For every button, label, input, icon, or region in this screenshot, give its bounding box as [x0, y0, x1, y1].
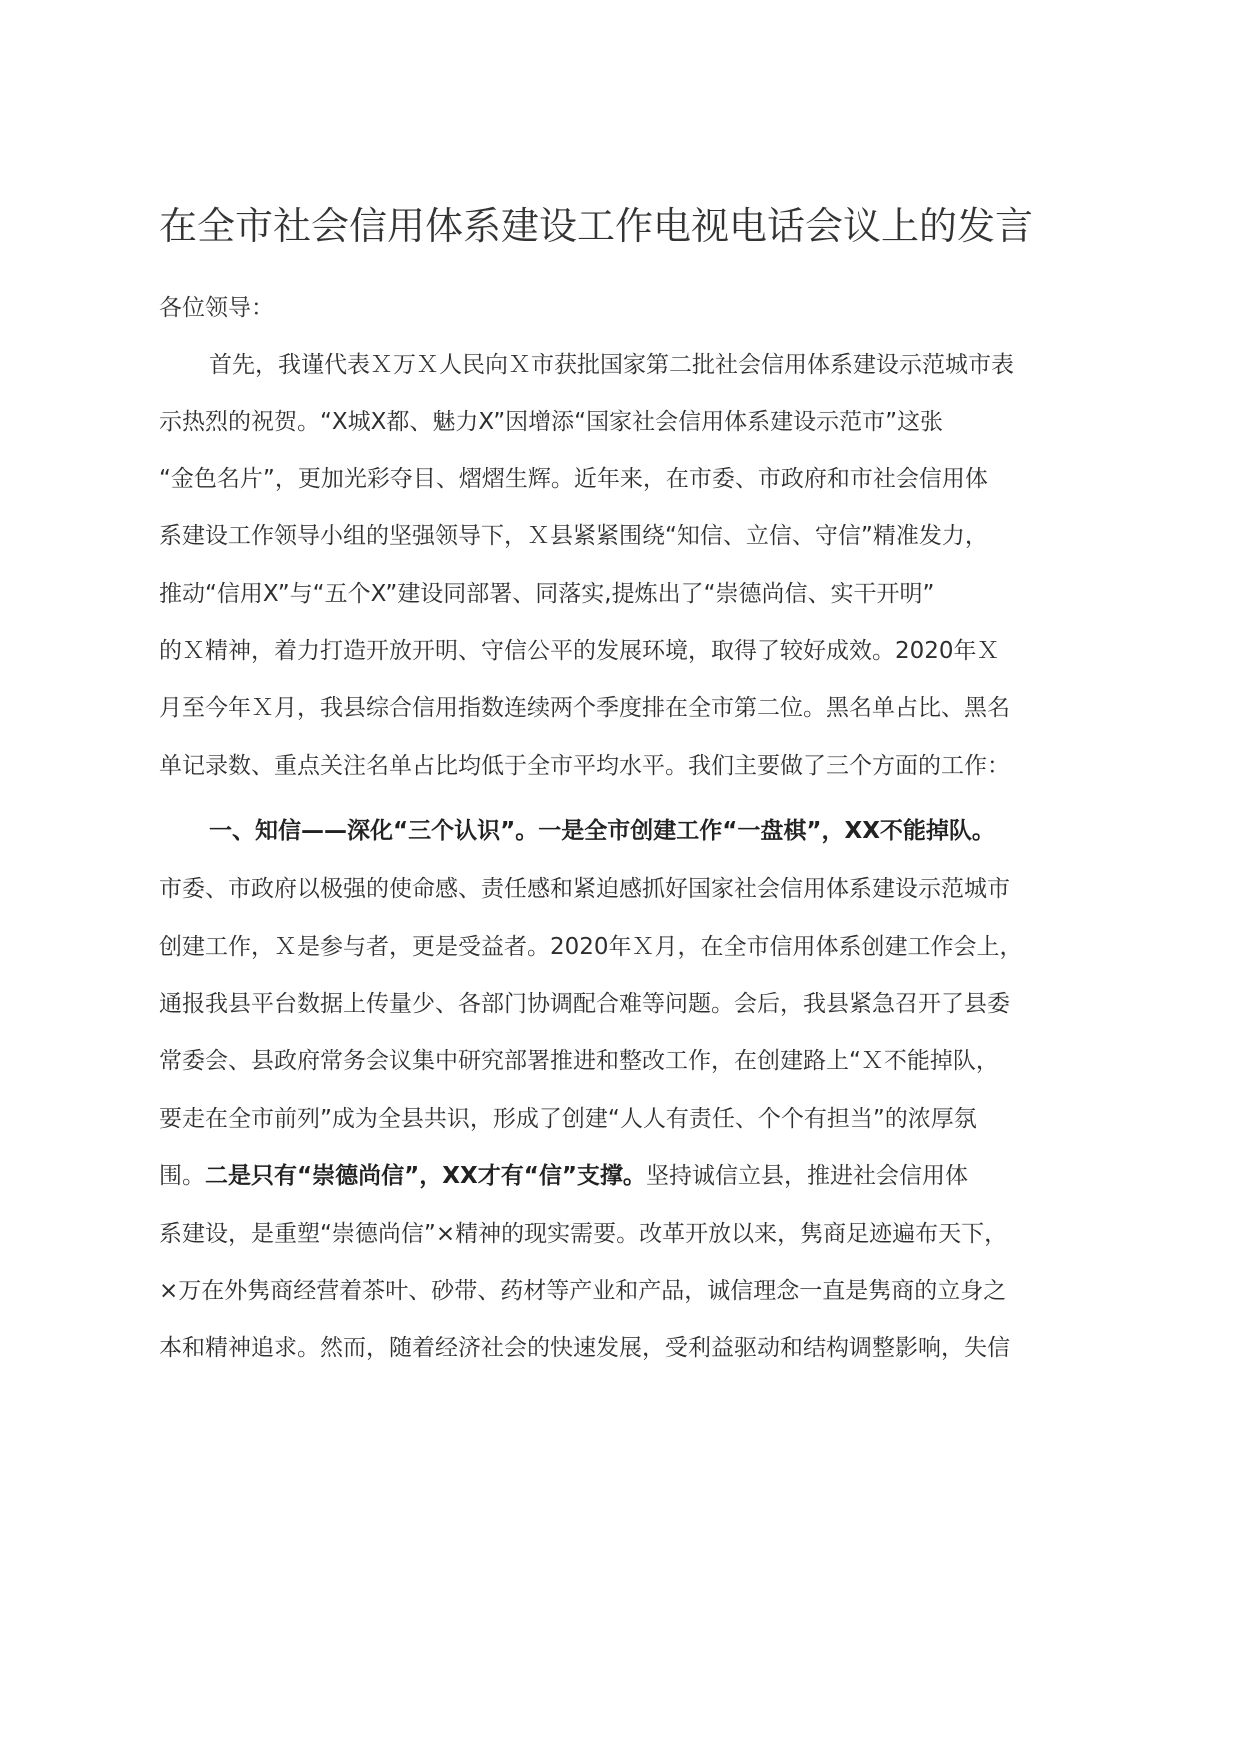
document-page [159, 0, 1119, 1754]
text-segment: 围。 [159, 1163, 205, 1189]
body-line [159, 1330, 1119, 1366]
text-segment: 坚持诚信立县，推进社会信用体 [645, 1163, 968, 1189]
text-segment: 通报我县平台数据上传量少、各部门协调配合难等问题。会后，我县紧急召开了县委 [159, 991, 1010, 1017]
body-line [159, 748, 1119, 784]
text-segment: ×万在外隽商经营着茶叶、砂带、药材等产业和产品，诚信理念一直是隽商的立身之 [159, 1278, 1007, 1304]
body-line [159, 461, 1119, 497]
salutation: 各位领导： [159, 295, 274, 321]
body-line [159, 871, 1119, 907]
text-segment: 首先，我谨代表Ｘ万Ｘ人民向Ｘ市获批国家第二批社会信用体系建设示范城市表 [209, 352, 1014, 378]
body-line [159, 929, 1119, 965]
text-segment: 的Ｘ精神，着力打造开放开明、守信公平的发展环境，取得了较好成效。2020年Ｘ [159, 638, 1000, 664]
text-segment: 系建设工作领导小组的坚强领导下，Ｘ县紧紧围绕“知信、立信、守信”精准发力， [159, 523, 988, 549]
body-line [159, 633, 1119, 669]
text-segment: 市委、市政府以极强的使命感、责任感和紧迫感抓好国家社会信用体系建设示范城市 [159, 876, 1010, 902]
body-line [159, 576, 1119, 612]
bold-text-segment: 一、知信——深化“三个认识”。一是全市创建工作“一盘棋”，XX不能掉队。 [209, 818, 995, 844]
text-segment: 推动“信用X”与“五个X”建设同部署、同落实,提炼出了“崇德尚信、实干开明” [159, 581, 935, 607]
body-line [159, 518, 1119, 554]
text-segment: 本和精神追求。然而，随着经济社会的快速发展，受利益驱动和结构调整影响，失信 [159, 1335, 1010, 1361]
document-title: 在全市社会信用体系建设工作电视电话会议上的发言 [159, 204, 1034, 248]
text-segment: 常委会、县政府常务会议集中研究部署推进和整改工作，在创建路上“Ｘ不能掉队， [159, 1048, 999, 1074]
text-segment: 单记录数、重点关注名单占比均低于全市平均水平。我们主要做了三个方面的工作： [159, 753, 1010, 779]
body-line [159, 1101, 1119, 1137]
body-line [159, 404, 1119, 440]
text-segment: 要走在全市前列”成为全县共识，形成了创建“人人有责任、个个有担当”的浓厚氛 [159, 1106, 977, 1132]
body-line [159, 690, 1119, 726]
text-segment: 创建工作，Ｘ是参与者，更是受益者。2020年Ｘ月，在全市信用体系创建工作会上， [159, 934, 1023, 960]
text-segment: “金色名片”，更加光彩夺目、熠熠生辉。近年来，在市委、市政府和市社会信用体 [159, 466, 988, 492]
body-line [159, 347, 1169, 383]
text-segment: 示热烈的祝贺。“X城X都、魅力X”因增添“国家社会信用体系建设示范市”这张 [159, 409, 943, 435]
body-line [159, 1273, 1119, 1309]
body-line [159, 1043, 1119, 1079]
body-line [159, 986, 1119, 1022]
body-line [159, 1216, 1119, 1252]
body-line [159, 1158, 1119, 1194]
text-segment: 系建设，是重塑“崇德尚信”×精神的现实需要。改革开放以来，隽商足迹遍布天下， [159, 1221, 1008, 1247]
text-segment: 月至今年Ｘ月，我县综合信用指数连续两个季度排在全市第二位。黑名单占比、黑名 [159, 695, 1010, 721]
bold-text-segment: 二是只有“崇德尚信”，XX才有“信”支撑。 [205, 1163, 646, 1189]
body-line [159, 813, 1169, 849]
